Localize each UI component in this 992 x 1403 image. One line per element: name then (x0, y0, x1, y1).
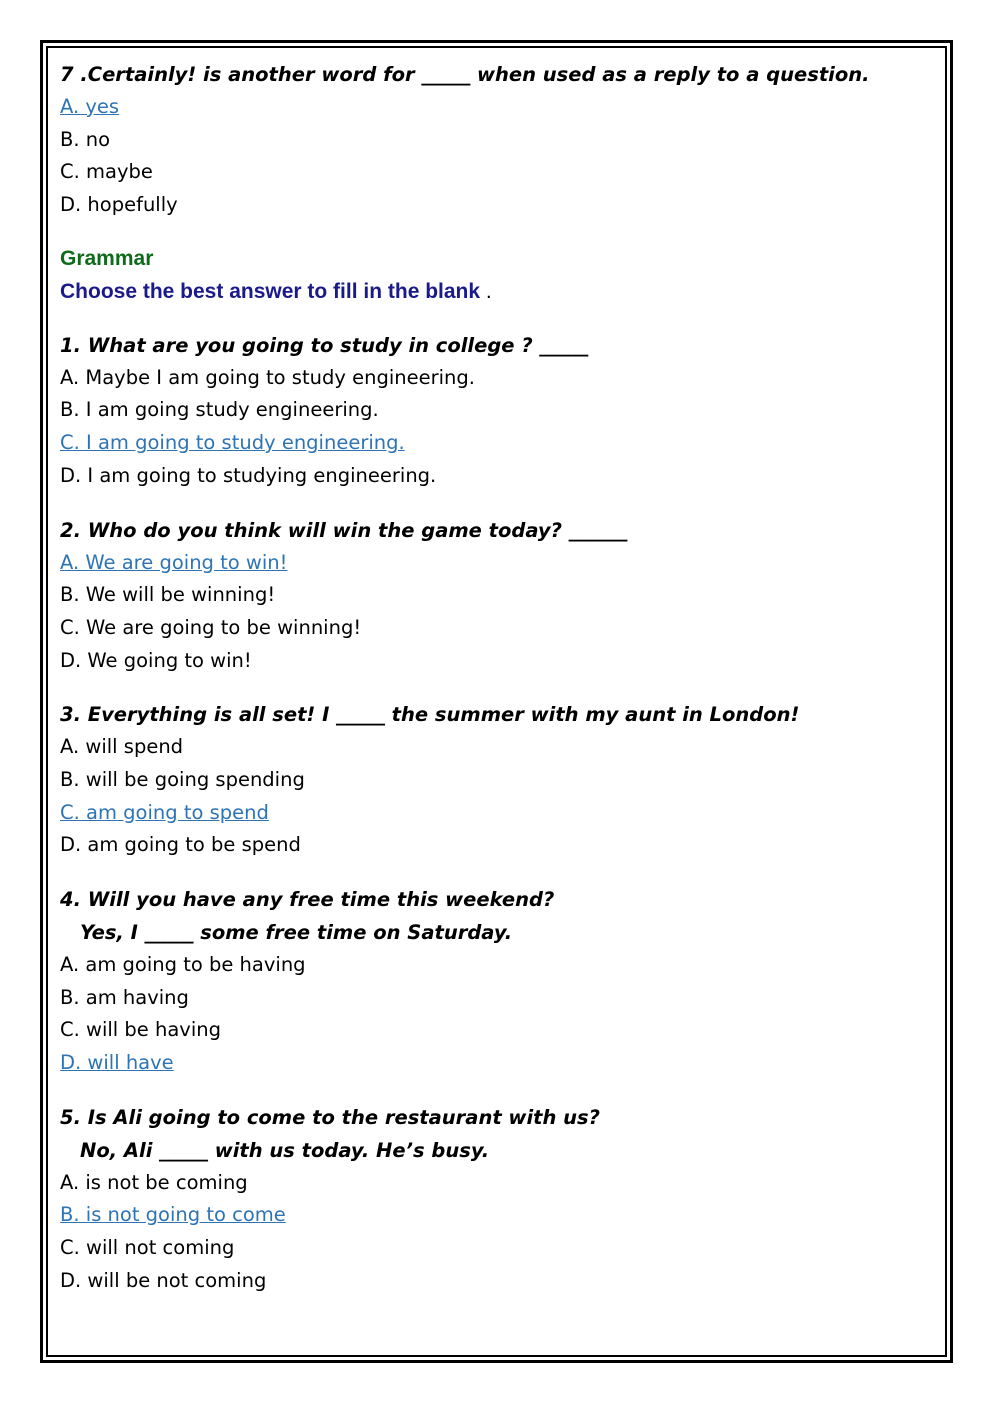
g3-option-b[interactable]: B. will be going spending (60, 767, 305, 791)
grammar-heading: Grammar (60, 246, 154, 270)
g4-option-b[interactable]: B. am having (60, 985, 189, 1009)
g5-option-a[interactable]: A. is not be coming (60, 1170, 248, 1194)
g2-option-c[interactable]: C. We are going to be winning! (60, 615, 362, 639)
g5-option-b[interactable]: B. is not going to come (60, 1203, 286, 1227)
g5-option-c[interactable]: C. will not coming (60, 1236, 235, 1260)
g4-option-c[interactable]: C. will be having (60, 1018, 221, 1042)
g4-option-a[interactable]: A. am going to be having (60, 953, 306, 976)
question-7: 7 .Certainly! is another word for _____ when used as a reply to a question. (60, 63, 870, 86)
grammar-question-1: 1. What are you going to study in college ? _____ (60, 333, 589, 357)
instruction-period: . (480, 279, 492, 303)
g1-option-d[interactable]: D. I am going to studying engineering. (60, 463, 437, 487)
g1-option-a[interactable]: A. Maybe I am going to study engineering. (60, 365, 475, 389)
grammar-question-4-reply: Yes, I _____ some free time on Saturday. (80, 921, 513, 944)
g3-option-c[interactable]: C. am going to spend (60, 800, 269, 824)
grammar-instruction (60, 275, 935, 308)
q7-option-b[interactable]: B. no (60, 127, 111, 151)
g5-option-d[interactable]: D. will be not coming (60, 1268, 267, 1292)
q7-option-d[interactable]: D. hopefully (60, 193, 178, 217)
g2-option-b[interactable]: B. We will be winning! (60, 583, 276, 607)
q7-option-a[interactable]: A. yes (60, 95, 120, 118)
g1-option-b[interactable]: B. I am going study engineering. (60, 398, 379, 422)
grammar-question-4: 4. Will you have any free time this weekend? (60, 888, 555, 911)
grammar-question-2: 2. Who do you think will win the game today? ______ (60, 518, 628, 542)
g2-option-d[interactable]: D. We going to win! (60, 648, 252, 672)
g1-option-c[interactable]: C. I am going to study engineering. (60, 431, 405, 455)
worksheet-content (60, 58, 935, 1298)
grammar-question-3: 3. Everything is all set! I _____ the summer with my aunt in London! (60, 703, 800, 727)
grammar-question-5-reply: No, Ali _____ with us today. He’s busy. (80, 1138, 490, 1162)
g3-option-a[interactable]: A. will spend (60, 735, 184, 759)
instruction-text: Choose the best answer to fill in the blank (60, 279, 481, 303)
grammar-question-5: 5. Is Ali going to come to the restaurant with us? (60, 1105, 600, 1129)
g3-option-d[interactable]: D. am going to be spend (60, 833, 301, 857)
g2-option-a[interactable]: A. We are going to win! (60, 550, 288, 574)
g4-option-d[interactable]: D. will have (60, 1051, 174, 1075)
q7-option-c[interactable]: C. maybe (60, 160, 153, 184)
